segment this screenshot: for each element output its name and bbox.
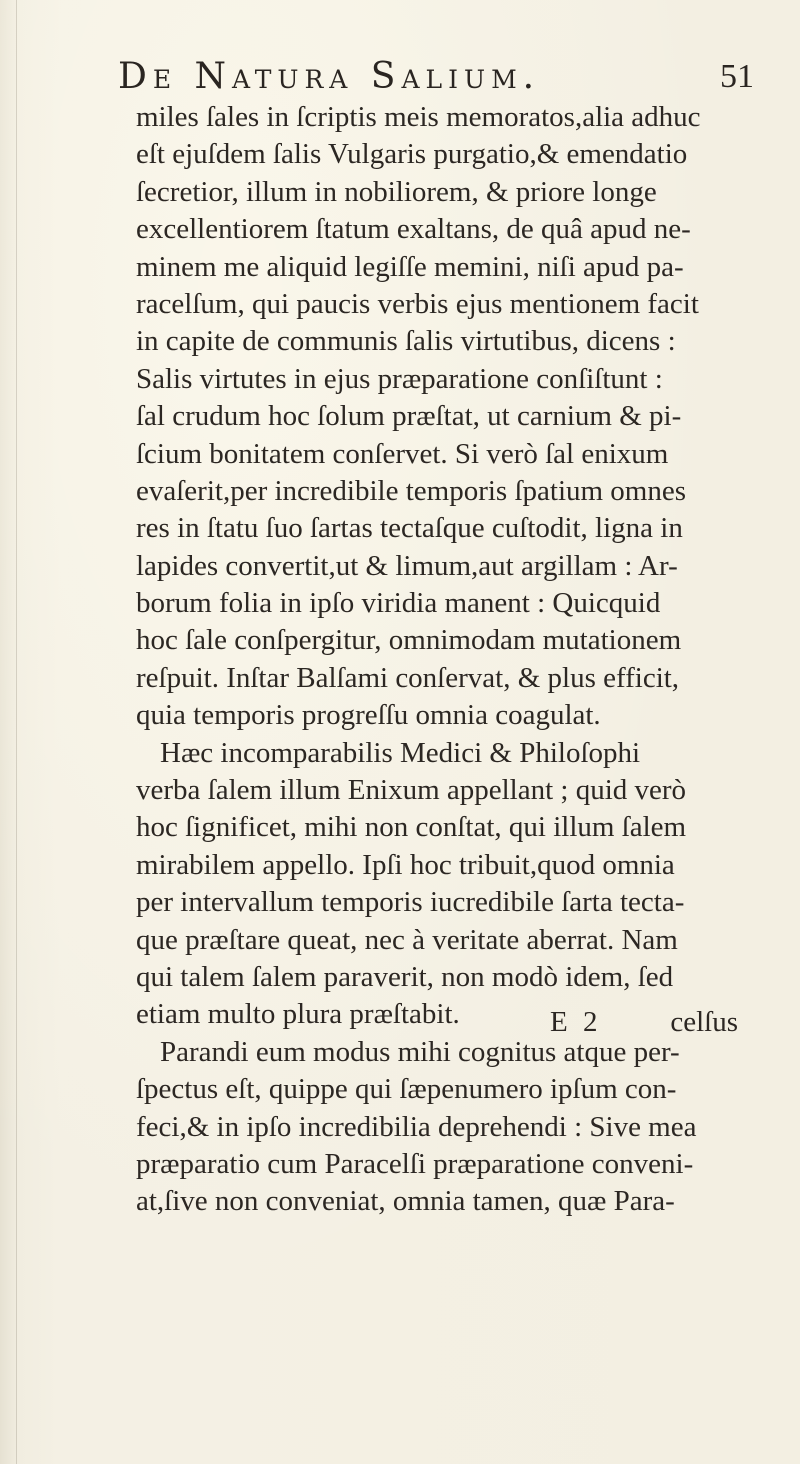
text-line: mirabilem appello. Ipſi hoc tribuit,quod omnia <box>136 848 675 881</box>
text-line: etiam multo plura præſtabit. <box>136 998 460 1031</box>
text-line: minem me aliquid legiſſe memini, niſi apud pa- <box>136 250 684 283</box>
text-line: borum folia in ipſo viridia manent : Quicquid <box>136 587 661 620</box>
text-line: miles ſales in ſcriptis meis memoratos,alia adhuc <box>136 101 701 133</box>
gutter-line <box>16 0 17 1464</box>
page-number: 51 <box>720 58 754 95</box>
running-title: De Natura Salium. <box>118 56 541 97</box>
paragraph-start-line: Hæc incomparabilis Medici & Philoſophi <box>160 736 641 769</box>
text-line: lapides convertit,ut & limum,aut argillam : Ar- <box>136 549 678 582</box>
text-line: in capite de communis ſalis virtutibus, dicens : <box>136 325 676 358</box>
signature-mark: E 2 <box>550 1006 602 1038</box>
text-line: ſpectus eſt, quippe qui ſæpenumero ipſum con- <box>136 1073 677 1106</box>
text-line: que præſtare queat, nec à veritate aberrat. Nam <box>136 923 678 956</box>
text-line: hoc ſignificet, mihi non conſtat, qui illum ſalem <box>136 811 687 844</box>
text-line: ſcium bonitatem conſervet. Si verò ſal enixum <box>136 437 669 470</box>
text-line: quia temporis progreſſu omnia coagulat. <box>136 699 601 732</box>
text-line: racelſum, qui paucis verbis ejus mentionem facit <box>136 287 699 320</box>
footer-row <box>136 1006 756 1046</box>
text-line: qui talem ſalem paraverit, non modò idem, ſed <box>136 960 674 993</box>
text-line: ſecretior, illum in nobiliorem, & priore longe <box>136 175 657 208</box>
paragraph-start-line: Parandi eum modus mihi cognitus atque per- <box>160 1035 680 1068</box>
text-line: verba ſalem illum Enixum appellant ; quid verò <box>136 774 687 807</box>
text-line: excellentiorem ſtatum exaltans, de quâ apud ne- <box>136 213 691 246</box>
text-line: per intervallum temporis iucredibile ſarta tecta- <box>136 886 685 919</box>
text-line: feci,& in ipſo incredibilia deprehendi : Sive mea <box>136 1110 697 1143</box>
running-head <box>118 56 754 104</box>
text-line: hoc ſale conſpergitur, omnimodam mutationem <box>136 624 682 657</box>
text-line: at,ſive non conveniat, omnia tamen, quæ Para- <box>136 1185 675 1218</box>
text-line: res in ſtatu ſuo ſartas tectaſque cuſtodit, ligna in <box>136 512 683 545</box>
catchword: celſus <box>670 1006 738 1038</box>
text-line: reſpuit. Inſtar Balſami conſervat, & plus efficit, <box>136 661 680 694</box>
text-line: præparatio cum Paracelſi præparatione conveni- <box>136 1147 694 1180</box>
text-line: Salis virtutes in ejus præparatione conſiſtunt : <box>136 362 663 395</box>
text-line: eſt ejuſdem ſalis Vulgaris purgatio,& emendatio <box>136 138 688 171</box>
body-text <box>136 99 756 1221</box>
text-line: ſal crudum hoc ſolum præſtat, ut carnium & pi- <box>136 400 682 433</box>
text-line: evaſerit,per incredibile temporis ſpatium omnes <box>136 474 687 507</box>
